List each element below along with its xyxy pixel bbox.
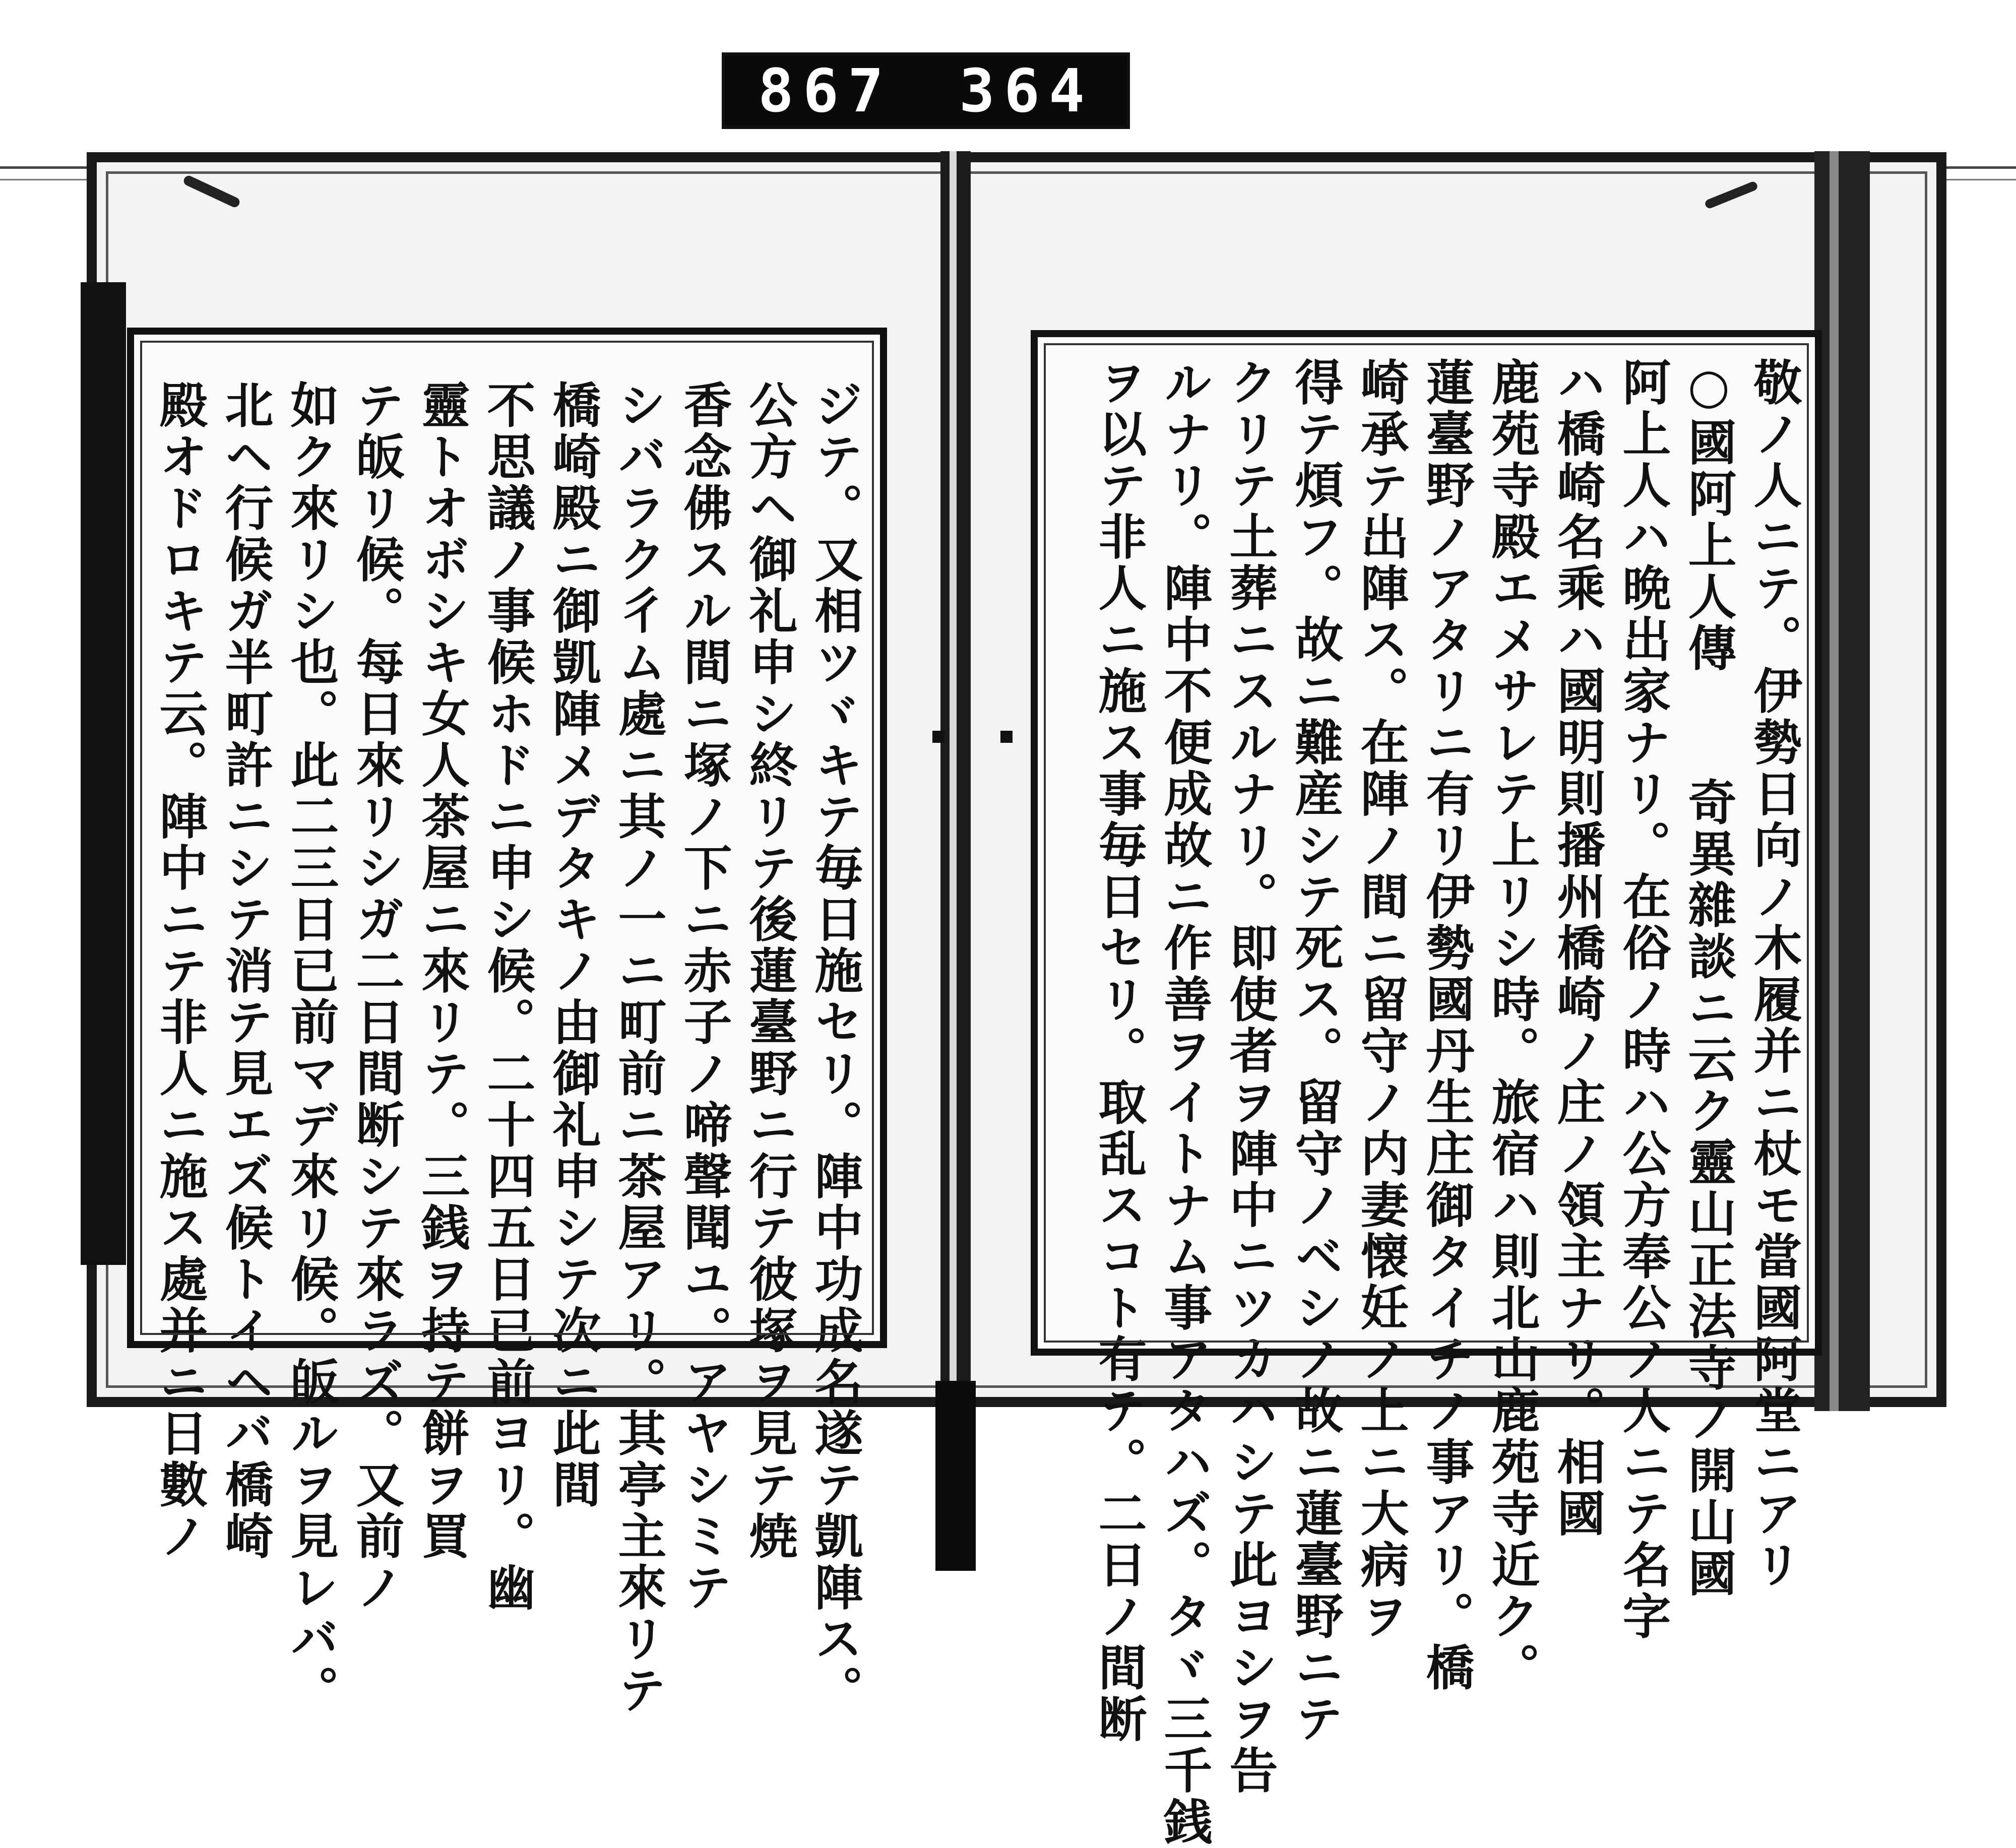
text-line: 不思議ノ事候ホドニ申シ候。二十四五日已前ヨリ。幽 [479, 380, 536, 1614]
right-page-text [1086, 357, 1807, 1848]
left-page-text [147, 380, 868, 1716]
book-edge-left [81, 282, 126, 1265]
gutter-dot [1000, 731, 1013, 743]
label-left-number: 867 [758, 56, 893, 125]
book-gutter [940, 151, 971, 1421]
right-page [1031, 330, 1822, 1848]
text-line: シバラク彳ム處ニ其ノ一ニ町前ニ茶屋アリ。其亭主來リテ [610, 380, 667, 1716]
text-line: 北ヘ行候ガ半町許ニシテ消テ見エズ候トイヘバ橋崎 [217, 380, 274, 1562]
text-line: ハ橋崎名乘ハ國明則播州橋崎ノ庄ノ領主ナリ。相國 [1549, 357, 1606, 1540]
text-line: ジテ。又相ツヾキテ毎日施セリ。陣中功成名遂テ凱陣ス。 [807, 380, 864, 1716]
text-line: クリテ土葬ニスルナリ。即使者ヲ陣中ニツカハシテ此ヨシヲ告 [1222, 357, 1279, 1797]
text-line: ○國阿上人傳 奇異雜談ニ云ク靈山正法寺ノ開山國 [1680, 357, 1737, 1600]
label-right-number: 364 [959, 56, 1094, 125]
text-line: 蓮臺野ノアタリニ有リ伊勢國丹生庄御タイチノ事アリ。橋 [1418, 357, 1475, 1694]
text-line: ルナリ。陣中不便成故ニ作善ヲイトナム事アタハズ。タヾ三千銭 [1156, 357, 1213, 1848]
text-line: 崎承テ出陣ス。在陣ノ間ニ留守ノ内妻懐妊ノ上ニ大病ヲ [1353, 357, 1410, 1642]
text-line: 鹿苑寺殿エメサレテ上リシ時。旅宿ハ則北山鹿苑寺近ク。 [1484, 357, 1541, 1694]
text-line: 得テ煩フ。故ニ難産シテ死ス。留守ノベシノ故ニ蓮臺野ニテ [1287, 357, 1344, 1745]
text-line: 靈トオボシキ女人茶屋ニ來リテ。三銭ヲ持テ餅ヲ買 [414, 380, 471, 1562]
page-holder-clip [935, 1381, 976, 1571]
left-page [127, 328, 887, 1716]
text-line: 阿上人ハ晩出家ナリ。在俗ノ時ハ公方奉公ノ人ニテ名字 [1615, 357, 1672, 1642]
book-spine-right [1814, 151, 1870, 1411]
text-line: 殿オドロキテ云。陣中ニテ非人ニ施ス處并ニ日數ノ [152, 380, 209, 1562]
archive-number-label [722, 52, 1130, 129]
text-line: テ皈リ候。每日來リシガ二日間断シテ來ラズ。又前ノ [348, 380, 405, 1614]
text-line: 如ク來リシ也。此二三日已前マデ來リ候。皈ルヲ見レバ。 [283, 380, 340, 1716]
text-line: 橋崎殿ニ御凱陣メデタキノ由御礼申シテ次ニ此間 [545, 380, 602, 1511]
text-line: 敬ノ人ニテ。伊勢日向ノ木履并ニ杖モ當國阿堂ニアリ [1746, 357, 1803, 1591]
text-line: ヲ以テ非人ニ施ス事毎日セリ。取乱スコト有テ。二日ノ間断 [1091, 357, 1148, 1745]
text-line: 公方ヘ御礼申シ終リテ後蓮臺野ニ行テ彼塚ヲ見テ焼 [741, 380, 798, 1562]
gutter-dot [932, 731, 944, 743]
text-line: 香念佛スル間ニ塚ノ下ニ赤子ノ啼聲聞ユ。アヤシミテ [676, 380, 733, 1614]
